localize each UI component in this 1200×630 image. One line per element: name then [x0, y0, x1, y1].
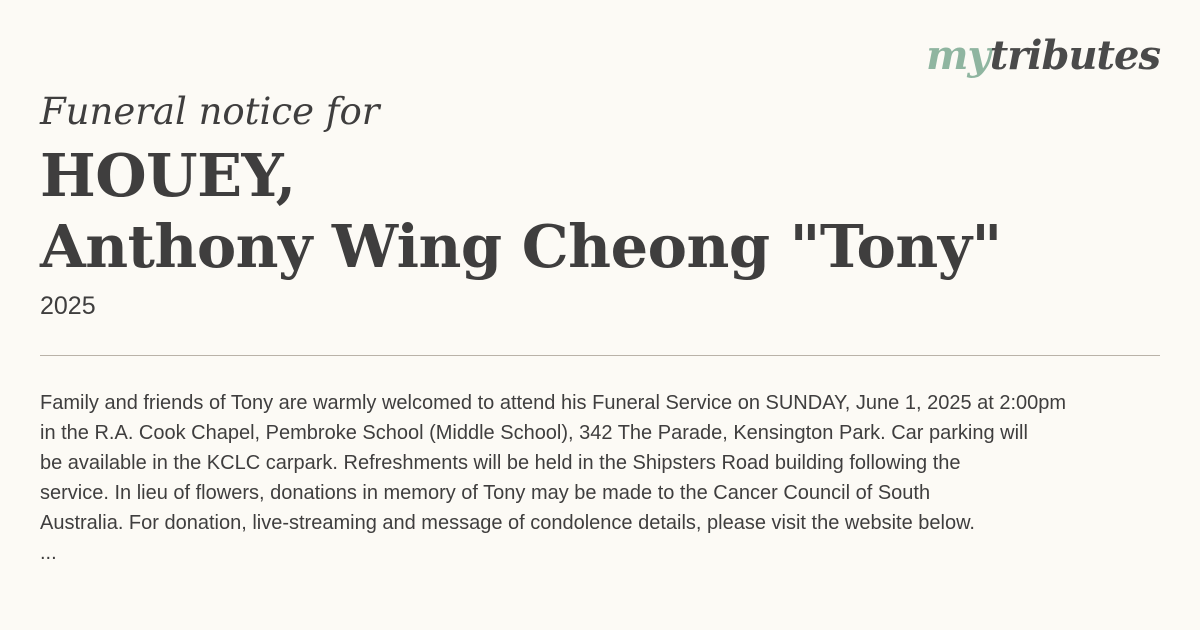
notice-body	[40, 388, 1175, 568]
mytributes-logo	[926, 32, 1160, 79]
notice-body-line: Family and friends of Tony are warmly welcomed to attend his Funeral Service on SUNDAY, June 1, 2025 at 2:00pm	[40, 392, 1067, 414]
deceased-surname: HOUEY,	[40, 141, 296, 210]
notice-body-line: Australia. For donation, live-streaming and message of condolence details, please visit the website below.	[40, 512, 975, 534]
notice-body-line: be available in the KCLC carpark. Refreshments will be held in the Shipsters Road building following the	[40, 452, 961, 474]
notice-body-line: in the R.A. Cook Chapel, Pembroke School (Middle School), 342 The Parade, Kensington Park. Car parking will	[40, 422, 1028, 444]
logo-prefix: my	[926, 32, 990, 79]
notice-year: 2025	[40, 292, 96, 320]
divider	[40, 355, 1160, 356]
notice-body-ellipsis: ...	[40, 542, 57, 564]
deceased-name	[40, 140, 1002, 282]
notice-kicker: Funeral notice for	[40, 90, 380, 133]
deceased-given-names: Anthony Wing Cheong "Tony"	[40, 212, 1002, 281]
logo-suffix: tributes	[989, 32, 1160, 79]
notice-body-line: service. In lieu of flowers, donations in memory of Tony may be made to the Cancer Council of South	[40, 482, 931, 504]
